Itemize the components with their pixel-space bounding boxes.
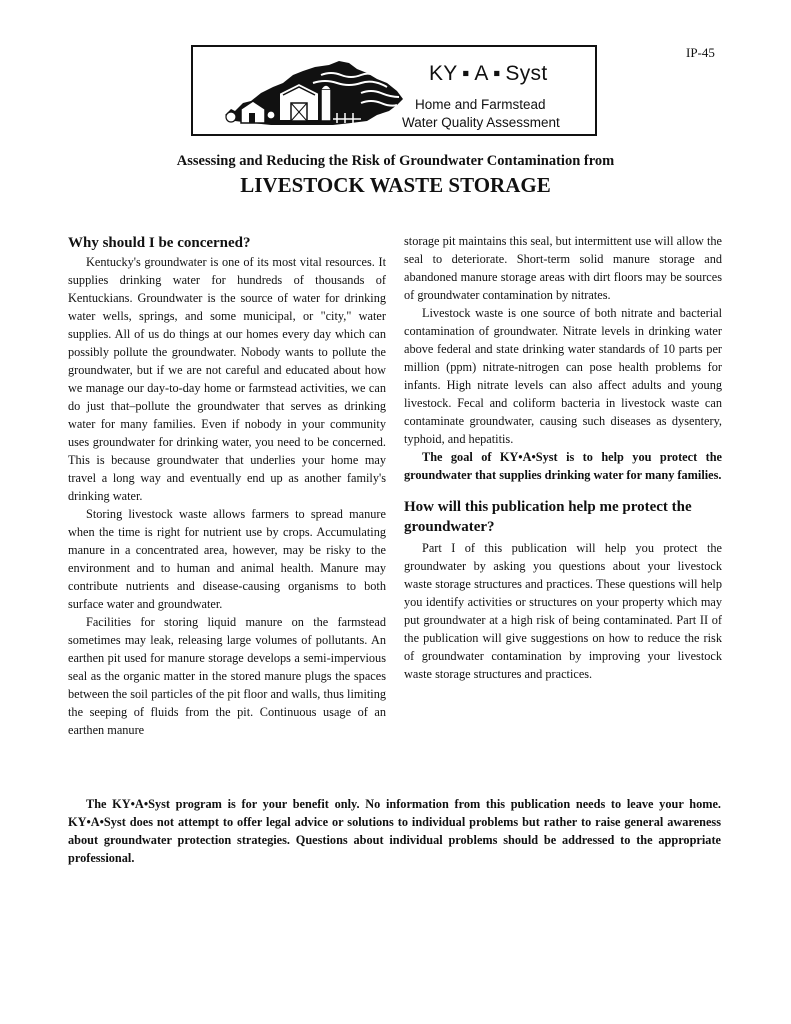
logo-subtitle-line2: Water Quality Assessment [402,115,560,130]
logo-title: KY ▪ A ▪ Syst [429,62,548,85]
paragraph-continuation: storage pit maintains this seal, but intermittent use will allow the seal to deteriorate. Short-term solid manure storage and abandoned manure storage areas with dirt floors may be sources of groundwater contamination by nitrates. [404,234,722,302]
kyasyst-logo [191,45,597,136]
kentucky-farmstead-illustration [221,53,411,131]
paragraph-groundwater-resource: Kentucky's groundwater is one of its most vital resources. It supplies drinking water for hundreds of thousands of Kentuckians. Groundwater is the source of water for drinking water wells, springs, and some municipal, or "city," water supplies. All of us do things at our homes every day which can possibly pollute the groundwater. Nobody wants to pollute the groundwater, but if we are not careful and educated about how we manage our day-to-day home or farmstead activities, we can do just that–pollute the groundwater that serves as drinking water for many families. Even if nobody in your community uses groundwater for drinking water, you need to be concerned. This is because groundwater that underlies your home may travel a long way and eventually end up as another family's drinking water. [68,255,386,503]
left-column [68,232,386,739]
paragraph-nitrate-bacteria: Livestock waste is one source of both nitrate and bacterial contamination of groundwater. Nitrate levels in drinking water above federal and state drinking water standards of 10 parts per million (ppm) nitrate-nitrogen can pose health problems for infants. High nitrate levels can also affect adults and young livestock. Fecal and coliform bacteria in livestock waste can contaminate groundwater, causing such diseases as dysentery, typhoid, and hepatitis. [404,306,722,446]
disclaimer: The KY•A•Syst program is for your benefit only. No information from this publication needs to leave your home. KY•A•Syst does not attempt to offer legal advice or solutions to individual problems but rather to raise general awareness about groundwater protection strategies. Questions about individual problems should be addressed to the appropriate professional. [68,797,721,865]
paragraph-part-one: Part I of this publication will help you protect the groundwater by asking you questions about your livestock waste storage structures and practices. These questions will help you identify activities or structures on your property which may put groundwater at a high risk of being contaminated. Part II of the publication will give suggestions on how to reduce the risk of groundwater contamination by improving your livestock waste storage structures and practices. [404,541,722,681]
logo-subtitle-line1: Home and Farmstead [415,97,546,112]
section-heading-concern: Why should I be concerned? [68,235,251,251]
right-column [404,232,722,683]
section-heading-publication-help: How will this publication help me protect the groundwater? [404,499,692,535]
goal-statement: The goal of KY•A•Syst is to help you protect the groundwater that supplies drinking water for many families. [404,450,722,482]
paragraph-storing-waste: Storing livestock waste allows farmers to spread manure when the time is right for nutrient use by crops. Accumulating manure in a concentrated area, however, may be risky to the environment and to human and animal health. Manure may contribute nutrients and disease-causing organisms to both surface water and groundwater. [68,507,386,611]
document-title: LIVESTOCK WASTE STORAGE [240,173,551,197]
document-supertitle: Assessing and Reducing the Risk of Groundwater Contamination from [176,153,615,169]
publication-number: IP-45 [686,45,715,60]
paragraph-liquid-manure: Facilities for storing liquid manure on the farmstead sometimes may leak, releasing large volumes of pollutants. An earthen pit used for manure storage develops a semi-impervious seal as the organic matter in the stored manure plugs the spaces between the soil particles of the pit floor and walls, thus limiting the seeping of fluids from the pit. Continuous usage of an earthen manure [68,615,386,737]
